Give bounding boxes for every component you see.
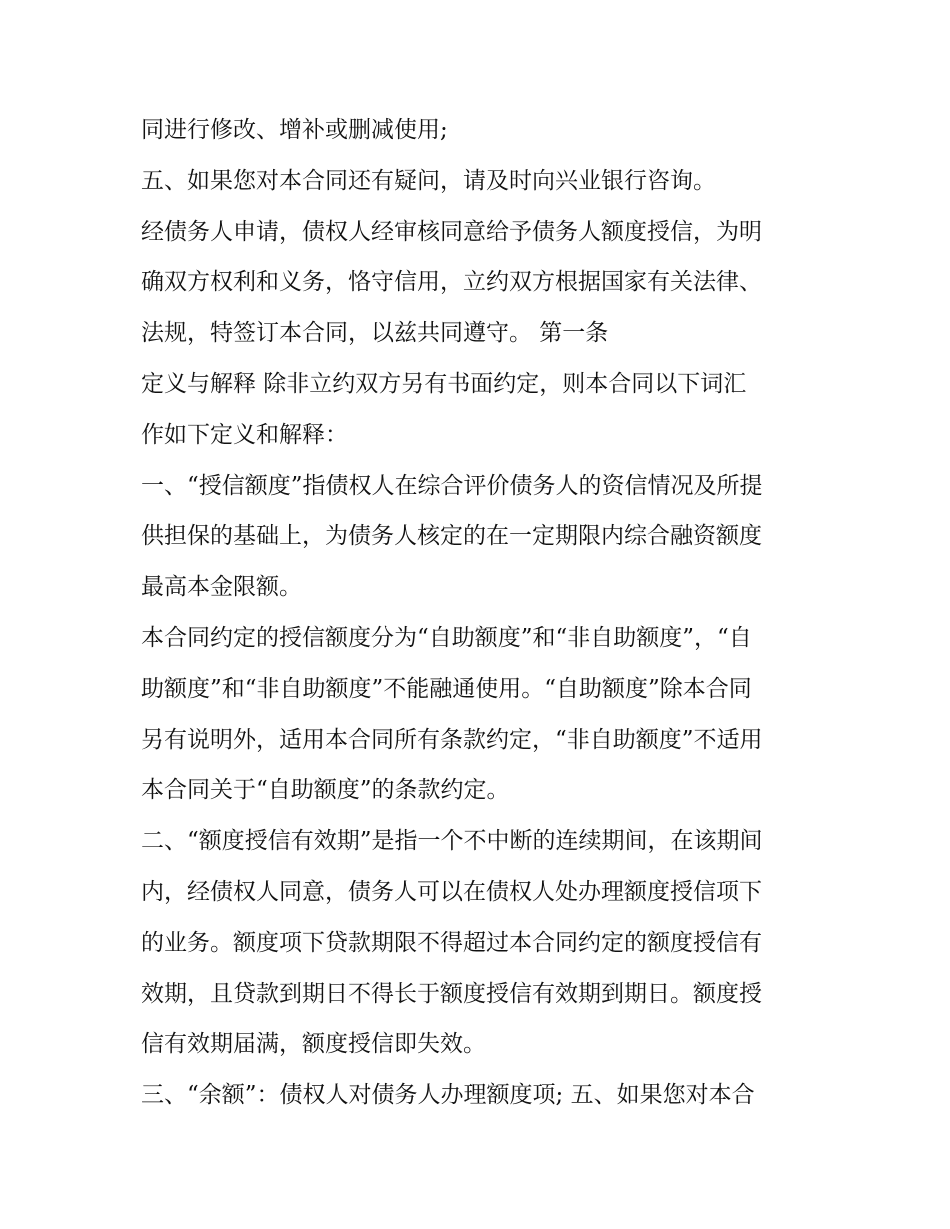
text-line: 三、“余额”：债权人对债务人办理额度项; 五、如果您对本合 [141,1082,755,1108]
text-line: 确双方权利和义务，恪守信用，立约双方根据国家有关法律、 [141,269,762,295]
text-line: 最高本金限额。 [141,574,302,600]
text-line: 的业务。额度项下贷款期限不得超过本合同约定的额度授信有 [141,930,762,956]
text-line: 同进行修改、增补或删减使用; [141,117,448,143]
text-line: 本合同关于“自助额度”的条款约定。 [141,777,510,803]
text-line: 作如下定义和解释： [141,422,348,448]
text-line: 二、“额度授信有效期”是指一个不中断的连续期间，在该期间 [141,828,763,854]
text-line: 定义与解释 除非立约双方另有书面约定，则本合同以下词汇 [141,371,747,397]
text-line: 效期，且贷款到期日不得长于额度授信有效期到期日。额度授 [141,981,762,1007]
text-line: 五、如果您对本合同还有疑问，请及时向兴业银行咨询。 [141,168,716,194]
text-line: 法规，特签订本合同，以兹共同遵守。 第一条 [141,320,609,346]
text-line: 内，经债权人同意，债务人可以在债权人处办理额度授信项下 [141,879,762,905]
text-line: 供担保的基础上，为债务人核定的在一定期限内综合融资额度 [141,523,762,549]
text-line: 本合同约定的授信额度分为“自助额度”和“非自助额度”，“自 [141,625,752,651]
text-line: 一、“授信额度”指债权人在综合评价债务人的资信情况及所提 [141,473,763,499]
text-line: 经债务人申请，债权人经审核同意给予债务人额度授信，为明 [141,219,762,245]
text-line: 另有说明外，适用本合同所有条款约定，“非自助额度”不适用 [141,727,763,753]
text-line: 信有效期届满，额度授信即失效。 [141,1031,486,1057]
text-line: 助额度”和“非自助额度”不能融通使用。“自助额度”除本合同 [141,676,752,702]
